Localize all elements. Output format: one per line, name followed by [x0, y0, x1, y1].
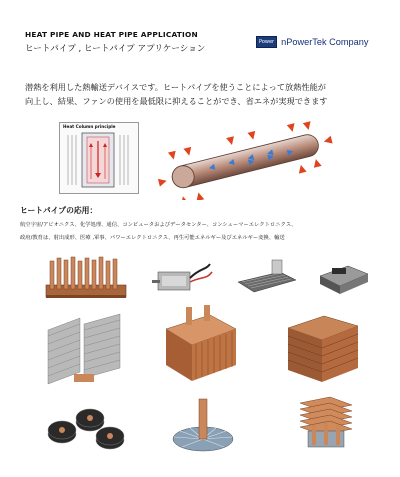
- principle-title: Heat Column principle: [63, 124, 116, 129]
- company-name: nPowerTek Company: [281, 37, 369, 47]
- applications-line-2: 政府/教育は、射出成形、医療 ,軍事、パワーエレクトロニクス、再生可能エネルギー及びエネルギー変換、輸送: [20, 235, 285, 241]
- intro-paragraph: [25, 80, 385, 108]
- heat-column-diagram: [59, 122, 139, 194]
- logo-badge: Power: [256, 36, 277, 48]
- copper-fin-stack-photo: [290, 395, 362, 455]
- heat-pipe-cable-module-photo: [148, 258, 216, 300]
- heat-pipe-drawing: [148, 120, 344, 200]
- copper-heat-pipe-bundle-photo: [42, 255, 134, 305]
- applications-list: [20, 219, 390, 245]
- copper-fin-assembly-photo: [160, 305, 244, 389]
- title-japanese: ヒートパイプ , ヒートパイプ アプリケーション: [25, 44, 206, 54]
- flat-heat-sink-photo: [232, 258, 302, 300]
- heat-column-drawing: [60, 123, 138, 193]
- applications-line-1: 航空宇宙/アビオニクス、化学処理、通信、コンピュータおよびデータセンター、コンシューマーエレクトロニクス、: [20, 222, 297, 228]
- round-fin-heat-sinks-photo: [42, 400, 132, 455]
- copper-cube-heat-sink-photo: [276, 310, 366, 388]
- heat-sink-block-photo: [312, 258, 374, 298]
- company-logo: [256, 36, 368, 48]
- title-english: HEAT PIPE AND HEAT PIPE APPLICATION: [25, 30, 198, 39]
- intro-line-1: 潜熱を利用した熱輸送デバイスです。ヒートパイプを使うことによって放熱性能が: [25, 82, 326, 92]
- intro-line-2: 向上し、結果、ファンの使用を最低限に抑えることができ、省エネが実現できます: [25, 96, 328, 106]
- radial-heat-sink-photo: [168, 395, 238, 457]
- applications-heading: ヒートパイプの応用：: [20, 206, 98, 215]
- heat-pipe-illustration: [148, 120, 344, 200]
- tower-heat-sink-photo: [40, 310, 130, 390]
